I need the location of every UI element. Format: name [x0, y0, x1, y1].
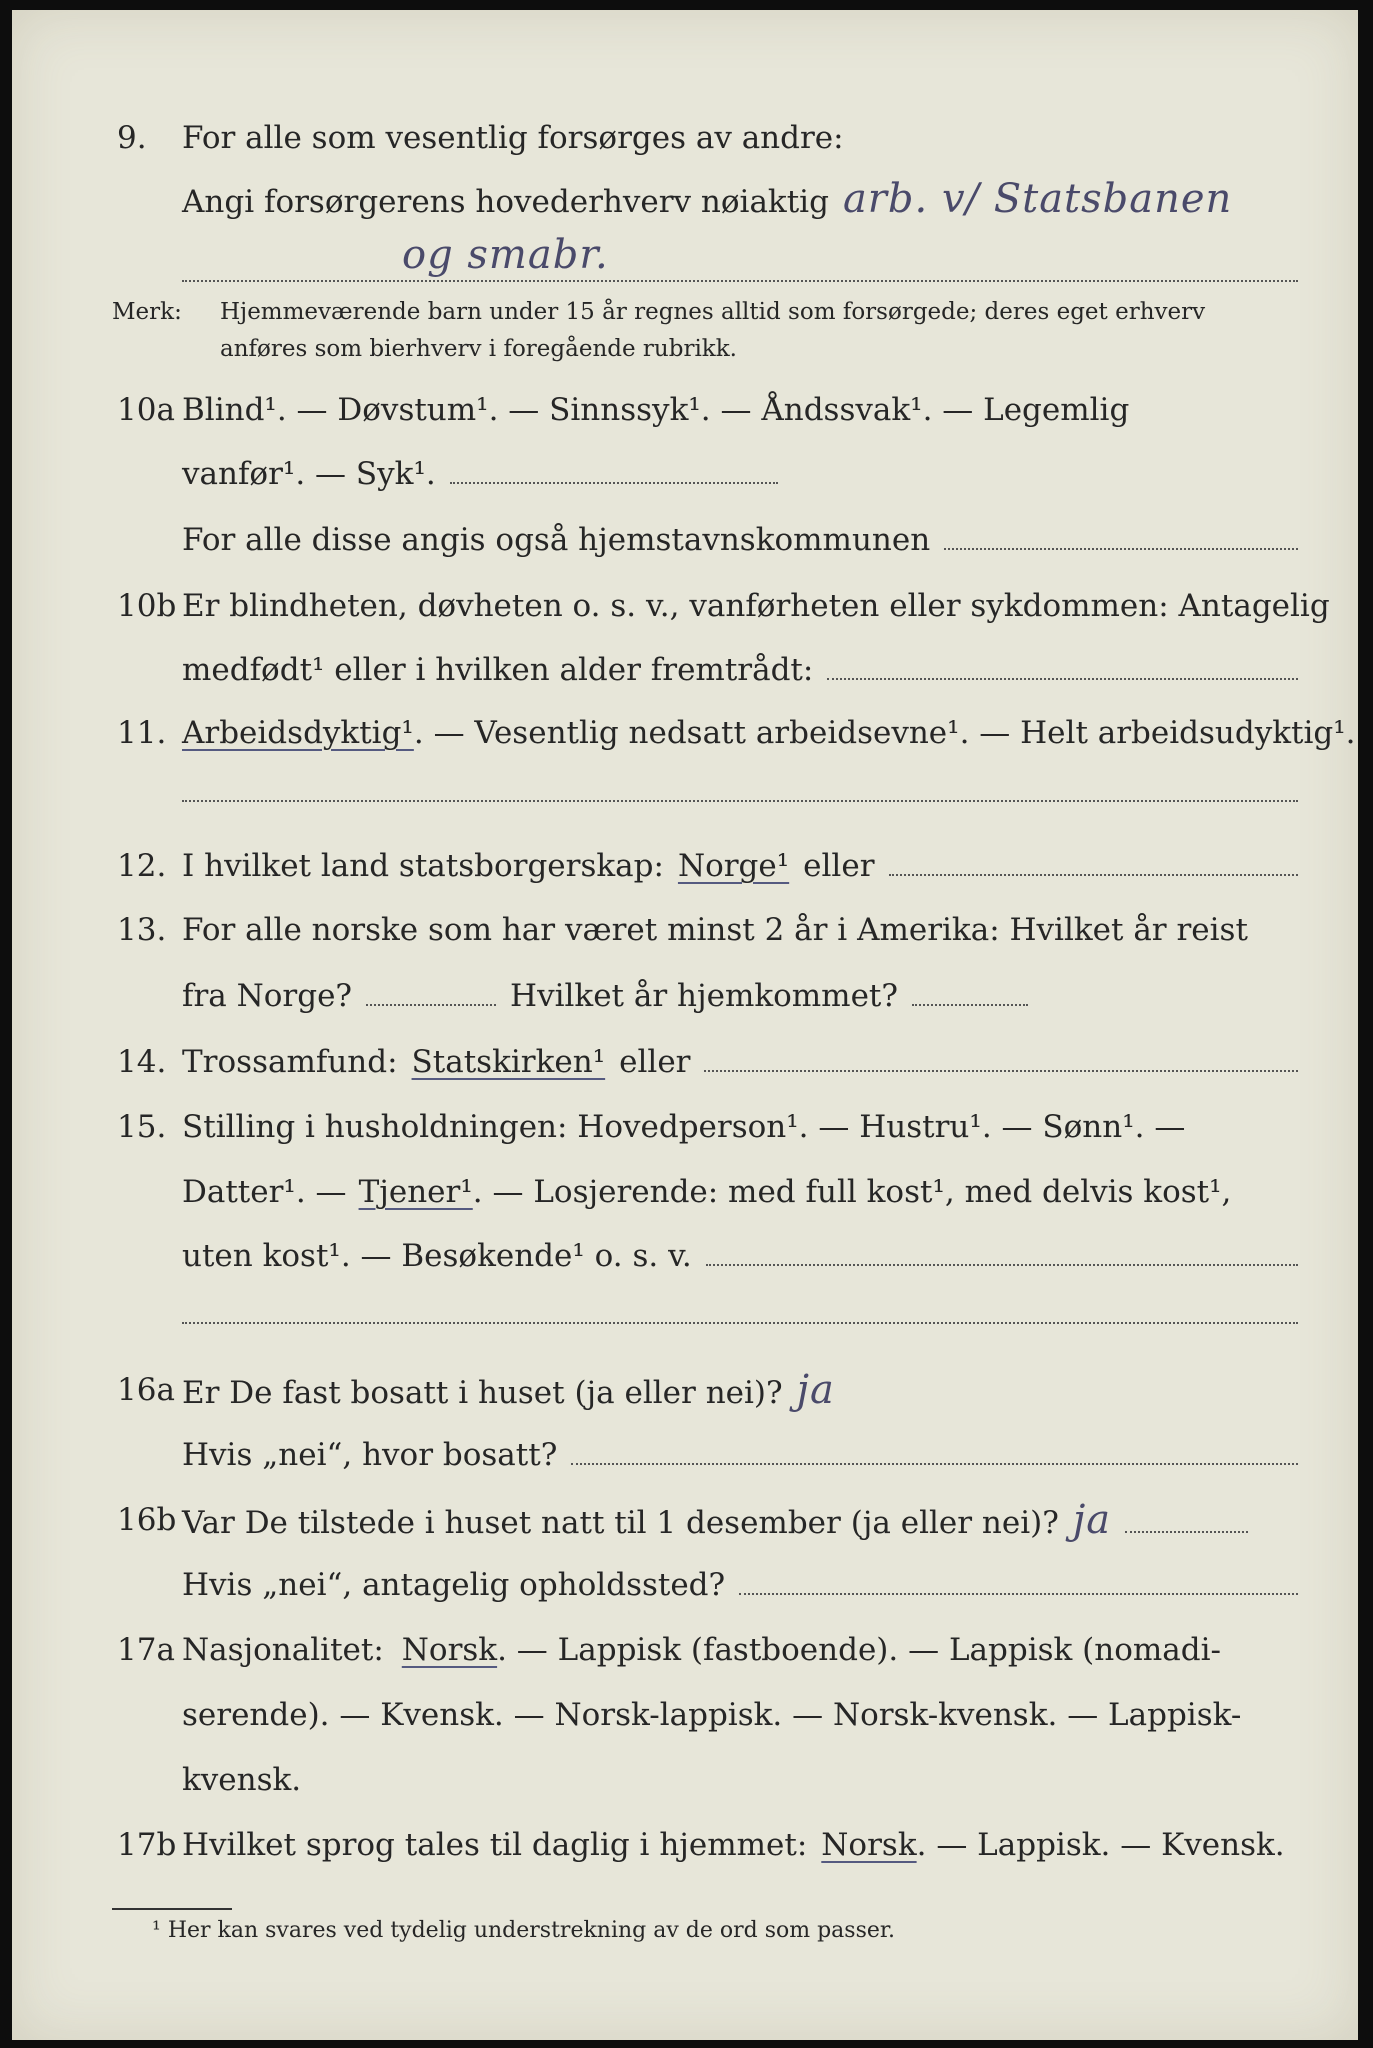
q11-rest: . — Vesentlig nedsatt arbeidsevne¹. — Helt arbeidsudyktig¹.: [413, 715, 1356, 751]
q13-line1: [182, 910, 1298, 950]
q9-number: 9.: [117, 120, 147, 156]
q17b-text: Hvilket sprog tales til daglig i hjemmet:: [182, 1827, 808, 1863]
q10b-line1: [182, 586, 1330, 626]
q10a-text3: For alle disse angis også hjemstavnskommunen: [182, 522, 931, 558]
q15-text2b: . — Losjerende: med full kost¹, med delvis kost¹,: [472, 1174, 1232, 1210]
q14-fill: [704, 1070, 1298, 1072]
q15-line3: [182, 1236, 1298, 1276]
q10a-text2: vanfør¹. — Syk¹.: [182, 456, 436, 492]
q9-line2: [182, 176, 1298, 222]
q15-line1: [182, 1107, 1298, 1147]
q17b-option-norsk: Norsk: [821, 1827, 917, 1863]
q10a-line3: [182, 520, 1298, 560]
q14-post: eller: [619, 1044, 691, 1080]
q17a-text3: kvensk.: [182, 1762, 302, 1798]
q17a-text1: Nasjonalitet:: [182, 1632, 384, 1668]
q17b-number: 17b: [117, 1827, 177, 1863]
q17a-line1: [182, 1630, 1298, 1670]
q17b-line: [182, 1825, 1298, 1865]
q9-text1: For alle som vesentlig forsørges av andre:: [182, 120, 844, 156]
merk-label: Merk:: [112, 299, 182, 325]
q12-option-norge: Norge¹: [677, 848, 790, 884]
q13-text2b: Hvilket år hjemkommet?: [510, 978, 899, 1014]
q10a-kommune-fill: [944, 548, 1298, 550]
q15-text3: uten kost¹. — Besøkende¹ o. s. v.: [182, 1238, 692, 1274]
q14-line: [182, 1042, 1298, 1082]
q16a-fill: [571, 1463, 1298, 1465]
q10b-fill: [827, 678, 1298, 680]
q16b-text1: Var De tilstede i huset natt til 1 desember (ja eller nei)?: [182, 1505, 1059, 1541]
merk-text1: Hjemmeværende barn under 15 år regnes alltid som forsørgede; deres eget erhverv: [220, 299, 1206, 325]
q13-text2a: fra Norge?: [182, 978, 353, 1014]
q13-text1: For alle norske som har været minst 2 år i Amerika: Hvilket år reist: [182, 912, 1248, 948]
q16a-line1: [182, 1367, 1298, 1413]
q17a-number: 17a: [117, 1632, 175, 1668]
q16b-line1: [182, 1497, 1248, 1543]
q10b-text2: medfødt¹ eller i hvilken alder fremtrådt:: [182, 652, 814, 688]
q13-hjemkommet-fill: [912, 1004, 1028, 1006]
q16a-text2: Hvis „nei“, hvor bosatt?: [182, 1437, 558, 1473]
q11-number: 11.: [117, 715, 167, 751]
q9-line1: [182, 118, 1298, 158]
q11-option-arbeidsdyktig: Arbeidsdyktig¹: [182, 715, 414, 751]
q13-line2: [182, 976, 1028, 1016]
q15-number: 15.: [117, 1109, 167, 1145]
q16b-number: 16b: [117, 1502, 177, 1538]
footnote: ¹ Her kan svares ved tydelig understrekning av de ord som passer.: [152, 1918, 895, 1943]
q16b-text2: Hvis „nei“, antagelig opholdssted?: [182, 1567, 726, 1603]
q16a-text1: Er De fast bosatt i huset (ja eller nei)?: [182, 1375, 783, 1411]
merk-text2: anføres som bierhverv i foregående rubrikk.: [220, 336, 737, 362]
q15-text1: Stilling i husholdningen: Hovedperson¹. — Hustru¹. — Sønn¹. —: [182, 1109, 1186, 1145]
q10a-line2: [182, 454, 778, 494]
q9-line3: [402, 232, 1298, 278]
q10a-syk-fill: [450, 482, 778, 484]
q9-handwritten-answer2: og smabr.: [402, 232, 609, 278]
q15-option-tjener: Tjener¹: [358, 1174, 473, 1210]
q15-line2: [182, 1172, 1298, 1212]
q16b-answer-fill: [1125, 1531, 1248, 1533]
q15-answer-line: [182, 1322, 1298, 1324]
footnote-rule: [112, 1908, 232, 1910]
q16b-handwritten-answer: ja: [1072, 1497, 1112, 1543]
q10a-number: 10a: [117, 392, 175, 428]
q9-text2: Angi forsørgerens hovederhverv nøiaktig: [182, 184, 829, 220]
census-form-page: [12, 10, 1358, 2040]
q12-post: eller: [803, 848, 875, 884]
q12-number: 12.: [117, 848, 167, 884]
q13-reist-fill: [366, 1004, 496, 1006]
q13-number: 13.: [117, 912, 167, 948]
q14-number: 14.: [117, 1044, 167, 1080]
q17b-post: . — Lappisk. — Kvensk.: [916, 1827, 1285, 1863]
q14-option-statskirken: Statskirken¹: [411, 1044, 606, 1080]
q17a-option-norsk: Norsk: [401, 1632, 498, 1668]
q16a-line2: [182, 1435, 1298, 1475]
q16b-line2: [182, 1565, 1298, 1605]
q16a-number: 16a: [117, 1372, 175, 1408]
q12-text: I hvilket land statsborgerskap:: [182, 848, 664, 884]
q10b-number: 10b: [117, 588, 177, 624]
q15-fill: [706, 1264, 1298, 1266]
q17a-line3: [182, 1760, 1298, 1800]
q17a-text1-post: . — Lappisk (fastboende). — Lappisk (nomadi-: [497, 1632, 1222, 1668]
q10a-text1: Blind¹. — Døvstum¹. — Sinnssyk¹. — Åndssvak¹. — Legemlig: [182, 392, 1130, 428]
q16a-handwritten-answer: ja: [796, 1367, 835, 1413]
q16b-fill: [739, 1593, 1298, 1595]
q10b-line2: [182, 650, 1298, 690]
q9-answer-line: [182, 280, 1298, 282]
q15-text2a: Datter¹. —: [182, 1174, 347, 1210]
q10b-text1: Er blindheten, døvheten o. s. v., vanførheten eller sykdommen: Antagelig: [182, 588, 1330, 624]
q17a-line2: [182, 1695, 1298, 1735]
q17a-text2: serende). — Kvensk. — Norsk-lappisk. — Norsk-kvensk. — Lappisk-: [182, 1697, 1242, 1733]
q11-line1: [182, 713, 1356, 753]
q12-line: [182, 846, 1298, 886]
q11-answer-line: [182, 800, 1298, 802]
q14-text: Trossamfund:: [182, 1044, 398, 1080]
q9-handwritten-answer1: arb. v/ Statsbanen: [842, 176, 1233, 222]
q10a-line1: [182, 390, 1298, 430]
q12-fill: [889, 874, 1298, 876]
